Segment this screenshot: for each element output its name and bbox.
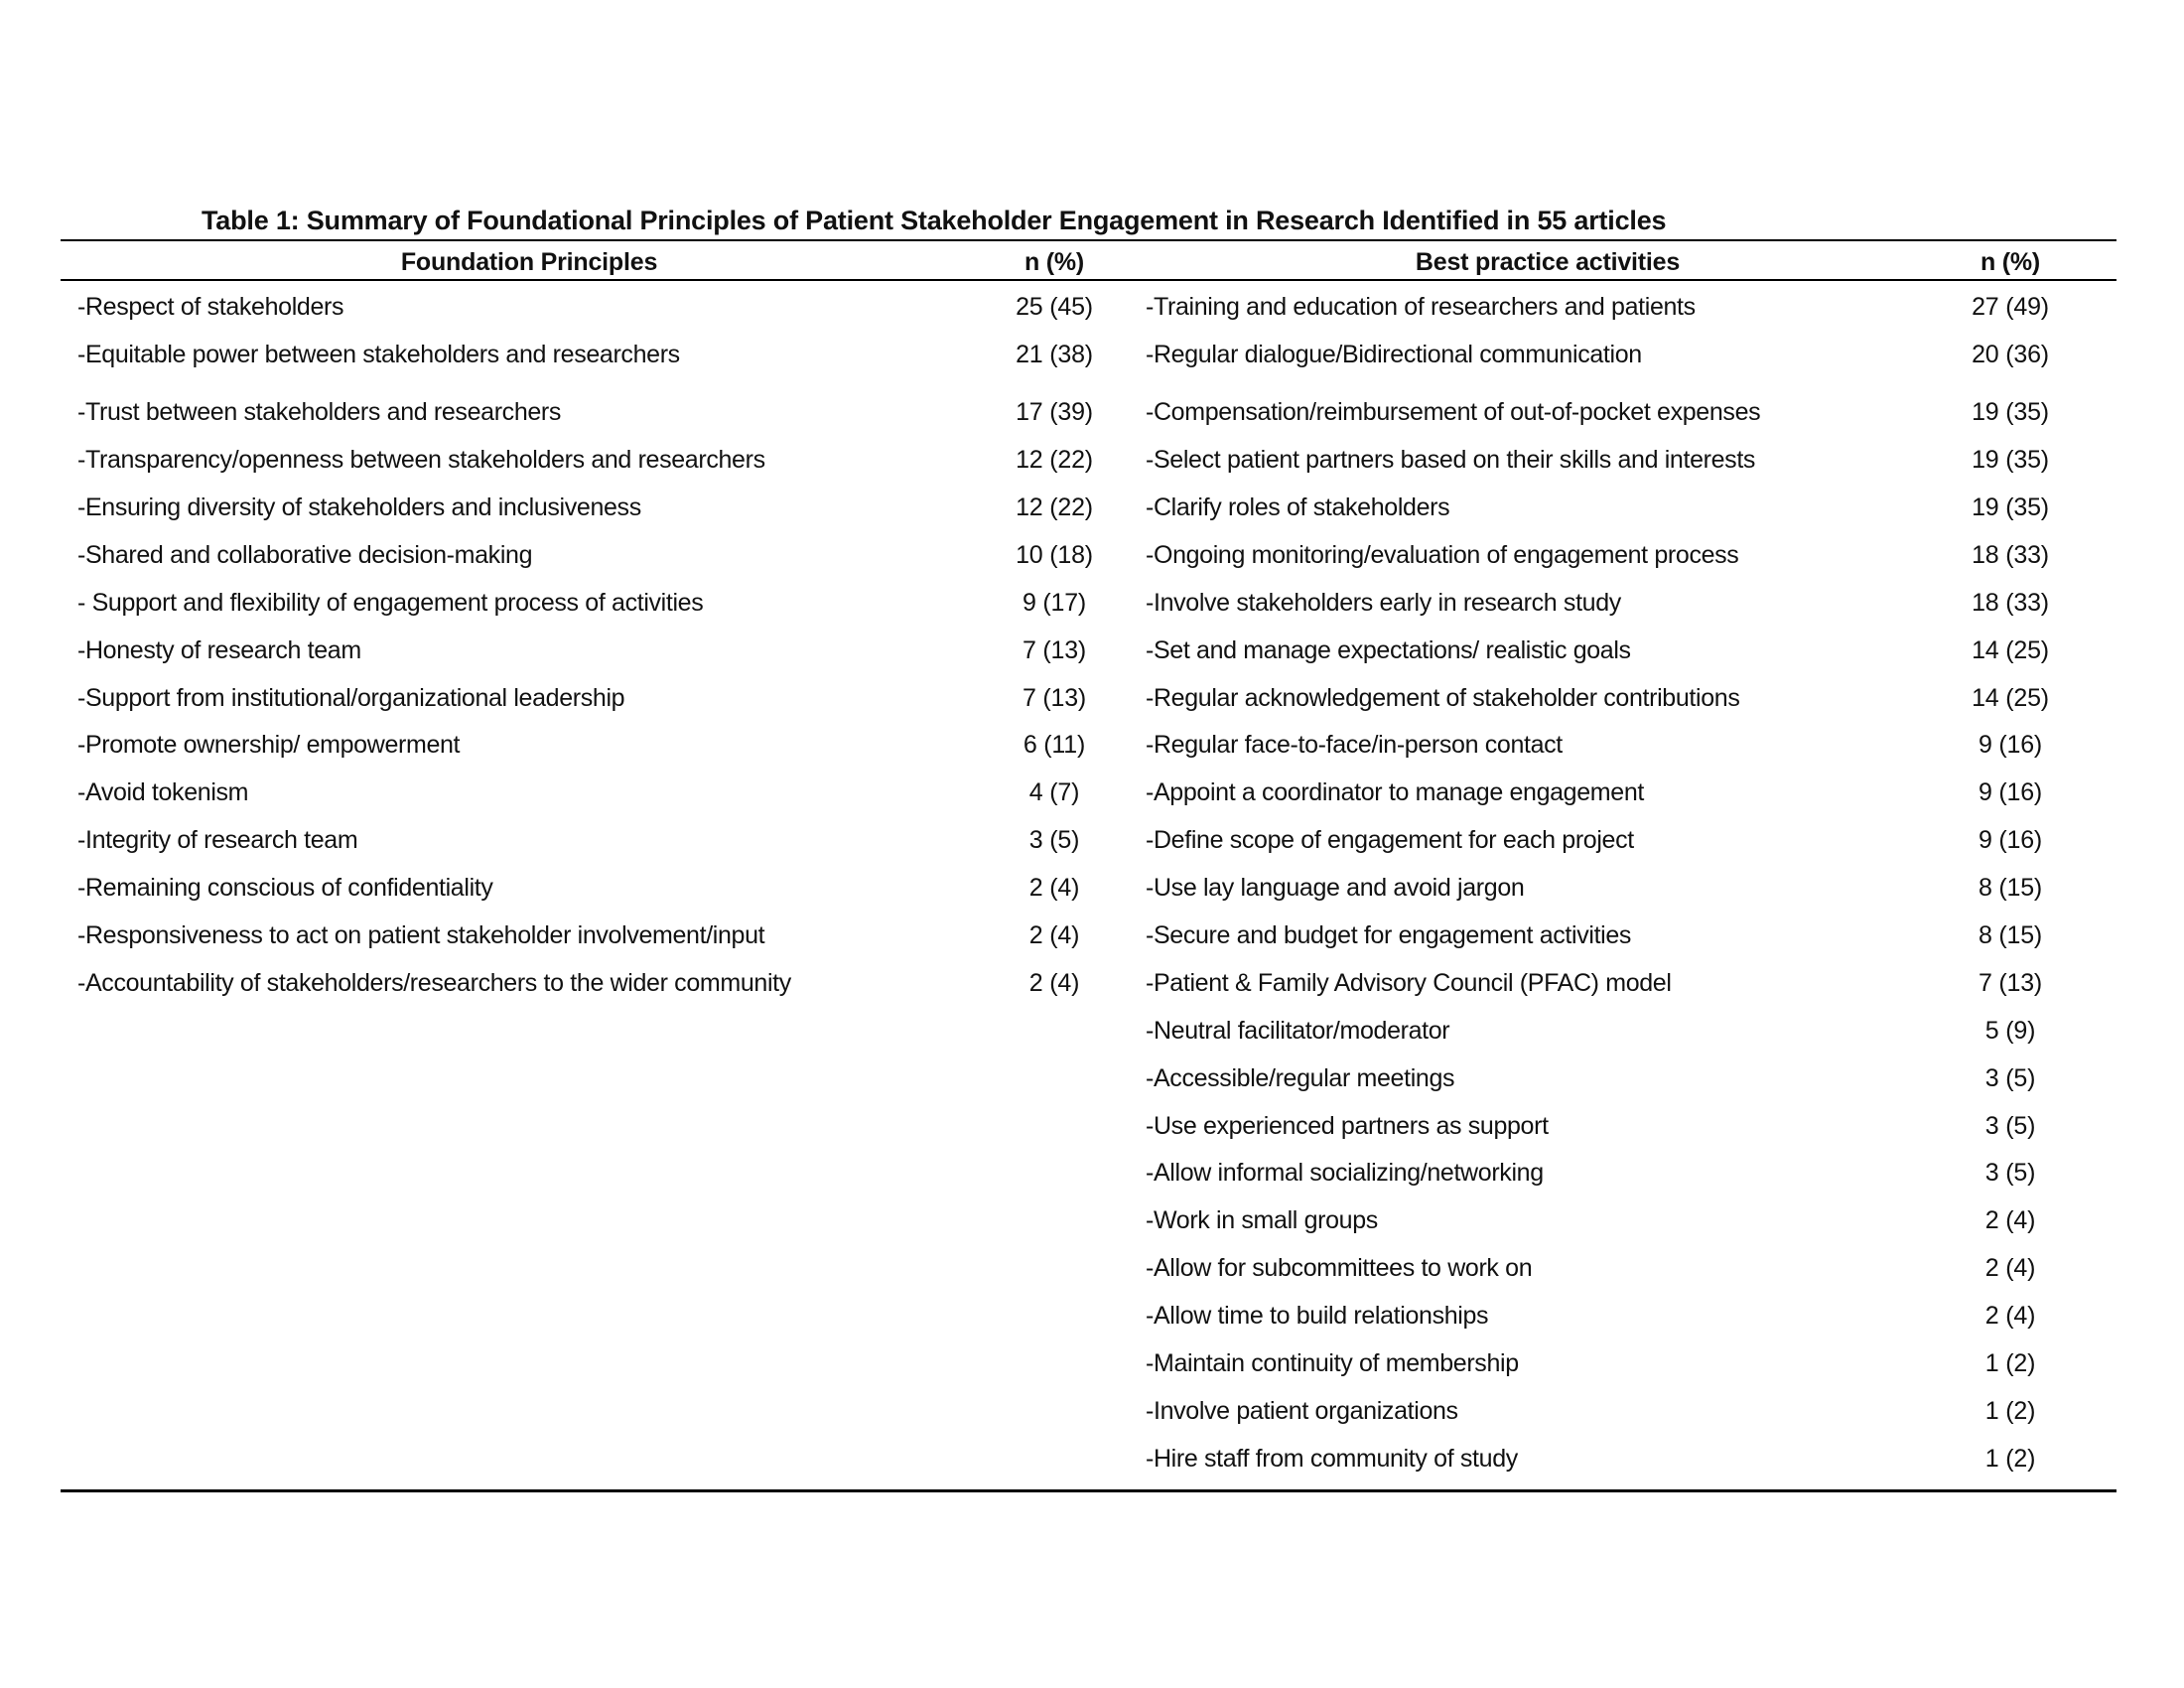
table-row (1146, 332, 2079, 379)
activity-label: -Compensation/reimbursement of out-of-pocket expenses (1146, 398, 1761, 427)
activity-count: 27 (49) (1972, 293, 2049, 322)
activity-count: 19 (35) (1972, 398, 2049, 427)
activity-label: -Regular face-to-face/in-person contact (1146, 731, 1563, 760)
activity-count: 7 (13) (1978, 968, 2043, 997)
activity-count: 8 (15) (1978, 874, 2043, 903)
table-row (77, 284, 1130, 332)
activity-label: -Secure and budget for engagement activities (1146, 921, 1632, 950)
principle-count: 4 (7) (1028, 778, 1080, 807)
principle-label: -Respect of stakeholders (77, 293, 344, 322)
activity-count: 14 (25) (1972, 683, 2049, 712)
activity-count: 14 (25) (1972, 635, 2049, 664)
activity-label: -Appoint a coordinator to manage engagement (1146, 778, 1644, 807)
principle-label: -Responsiveness to act on patient stakeholder involvement/input (77, 921, 765, 950)
principle-label: -Transparency/openness between stakeholders and researchers (77, 446, 765, 475)
table-row (1146, 284, 2079, 332)
activity-count: 19 (35) (1972, 446, 2049, 475)
table-row (1146, 1102, 2079, 1150)
principle-count: 2 (4) (1028, 921, 1080, 950)
table-row (1146, 913, 2079, 960)
principle-count: 21 (38) (1016, 341, 1093, 369)
table-row (77, 485, 1130, 532)
table-row (1146, 1387, 2079, 1435)
table-row (1146, 722, 2079, 770)
activity-label: -Use experienced partners as support (1146, 1111, 1549, 1140)
table-row (77, 579, 1130, 627)
header-best-practice: Best practice activities (1415, 248, 1681, 276)
activity-label: -Work in small groups (1146, 1206, 1378, 1235)
table-row (77, 722, 1130, 770)
activity-label: -Define scope of engagement for each project (1146, 826, 1634, 855)
principle-count: 12 (22) (1016, 446, 1093, 475)
table-row (77, 389, 1130, 437)
activity-count: 18 (33) (1972, 588, 2049, 617)
principle-label: -Integrity of research team (77, 826, 358, 855)
principle-count: 25 (45) (1016, 293, 1093, 322)
table-row (77, 865, 1130, 913)
foundation-principles-column (77, 284, 1130, 1007)
activity-count: 2 (4) (1984, 1302, 2036, 1331)
table-row (1146, 1150, 2079, 1197)
table-row (1146, 531, 2079, 579)
principle-count: 2 (4) (1028, 874, 1080, 903)
principle-count: 9 (17) (1022, 588, 1087, 617)
activity-label: -Use lay language and avoid jargon (1146, 874, 1525, 903)
activity-label: -Patient & Family Advisory Council (PFAC) model (1146, 968, 1672, 997)
activity-count: 2 (4) (1984, 1206, 2036, 1235)
header-rule (61, 279, 2116, 281)
table-row (1146, 1435, 2079, 1482)
principle-label: -Trust between stakeholders and researchers (77, 398, 562, 427)
activity-count: 9 (16) (1978, 826, 2043, 855)
table-row (77, 959, 1130, 1007)
principle-label: -Equitable power between stakeholders and researchers (77, 341, 680, 369)
table-row (1146, 627, 2079, 674)
activity-count: 1 (2) (1984, 1444, 2036, 1473)
activity-label: -Allow time to build relationships (1146, 1302, 1489, 1331)
activity-count: 9 (16) (1978, 731, 2043, 760)
activity-count: 2 (4) (1984, 1254, 2036, 1283)
table-row (1146, 959, 2079, 1007)
principle-label: -Shared and collaborative decision-making (77, 540, 533, 569)
principle-count: 7 (13) (1022, 683, 1087, 712)
table-bottom-rule (61, 1489, 2116, 1492)
table-top-rule (61, 239, 2116, 241)
activity-count: 1 (2) (1984, 1396, 2036, 1425)
table-row (1146, 485, 2079, 532)
activity-count: 5 (9) (1984, 1016, 2036, 1045)
activity-label: -Clarify roles of stakeholders (1146, 493, 1450, 521)
table-row (77, 627, 1130, 674)
activity-label: -Involve stakeholders early in research study (1146, 588, 1621, 617)
table-row (1146, 437, 2079, 485)
best-practice-column (1146, 284, 2079, 1482)
activity-label: -Accessible/regular meetings (1146, 1063, 1455, 1092)
table-row (1146, 865, 2079, 913)
activity-count: 19 (35) (1972, 493, 2049, 521)
principle-label: -Promote ownership/ empowerment (77, 731, 461, 760)
table-row (1146, 389, 2079, 437)
header-best-practice-n: n (%) (1979, 248, 2041, 276)
principle-count: 12 (22) (1016, 493, 1093, 521)
activity-count: 3 (5) (1984, 1159, 2036, 1188)
principle-label: -Ensuring diversity of stakeholders and inclusiveness (77, 493, 641, 521)
table-row (1146, 1197, 2079, 1245)
activity-label: -Hire staff from community of study (1146, 1444, 1518, 1473)
table-row (1146, 1007, 2079, 1055)
table-row (1146, 1055, 2079, 1102)
table-row (1146, 579, 2079, 627)
activity-label: -Select patient partners based on their skills and interests (1146, 446, 1756, 475)
principle-count: 10 (18) (1016, 540, 1093, 569)
activity-count: 9 (16) (1978, 778, 2043, 807)
activity-label: -Allow for subcommittees to work on (1146, 1254, 1533, 1283)
principle-label: -Honesty of research team (77, 635, 361, 664)
activity-count: 3 (5) (1984, 1111, 2036, 1140)
table-row (77, 674, 1130, 722)
table-row (1146, 817, 2079, 865)
principle-count: 6 (11) (1023, 731, 1086, 760)
activity-label: -Training and education of researchers and patients (1146, 293, 1696, 322)
activity-label: -Regular acknowledgement of stakeholder contributions (1146, 683, 1740, 712)
table-row (77, 817, 1130, 865)
table-row (1146, 1293, 2079, 1340)
table-row (1146, 770, 2079, 817)
activity-label: -Involve patient organizations (1146, 1396, 1458, 1425)
principle-label: -Remaining conscious of confidentiality (77, 874, 493, 903)
activity-label: -Regular dialogue/Bidirectional communication (1146, 341, 1642, 369)
principle-count: 3 (5) (1028, 826, 1080, 855)
activity-label: -Ongoing monitoring/evaluation of engagement process (1146, 540, 1739, 569)
table-row (1146, 1340, 2079, 1388)
table-row (77, 437, 1130, 485)
table-row (1146, 674, 2079, 722)
principle-label: -Accountability of stakeholders/researchers to the wider community (77, 968, 791, 997)
table-row (77, 332, 1130, 379)
activity-count: 1 (2) (1984, 1349, 2036, 1378)
table-title: Table 1: Summary of Foundational Principles of Patient Stakeholder Engagement in Research Identified in 55 articles (202, 206, 1667, 235)
principle-label: -Support from institutional/organizational leadership (77, 683, 625, 712)
principle-label: - Support and flexibility of engagement process of activities (77, 588, 704, 617)
principle-count: 17 (39) (1016, 398, 1093, 427)
activity-label: -Neutral facilitator/moderator (1146, 1016, 1450, 1045)
table-row (77, 770, 1130, 817)
principle-count: 7 (13) (1022, 635, 1087, 664)
activity-count: 20 (36) (1972, 341, 2049, 369)
activity-label: -Allow informal socializing/networking (1146, 1159, 1544, 1188)
activity-count: 8 (15) (1978, 921, 2043, 950)
table-row (77, 531, 1130, 579)
principle-label: -Avoid tokenism (77, 778, 249, 807)
table-row (1146, 1245, 2079, 1293)
principle-count: 2 (4) (1028, 968, 1080, 997)
table-row (77, 913, 1130, 960)
activity-count: 18 (33) (1972, 540, 2049, 569)
activity-label: -Maintain continuity of membership (1146, 1349, 1519, 1378)
activity-label: -Set and manage expectations/ realistic goals (1146, 635, 1631, 664)
header-foundation-n: n (%) (1024, 248, 1085, 276)
activity-count: 3 (5) (1984, 1063, 2036, 1092)
header-foundation-principles: Foundation Principles (400, 248, 658, 276)
